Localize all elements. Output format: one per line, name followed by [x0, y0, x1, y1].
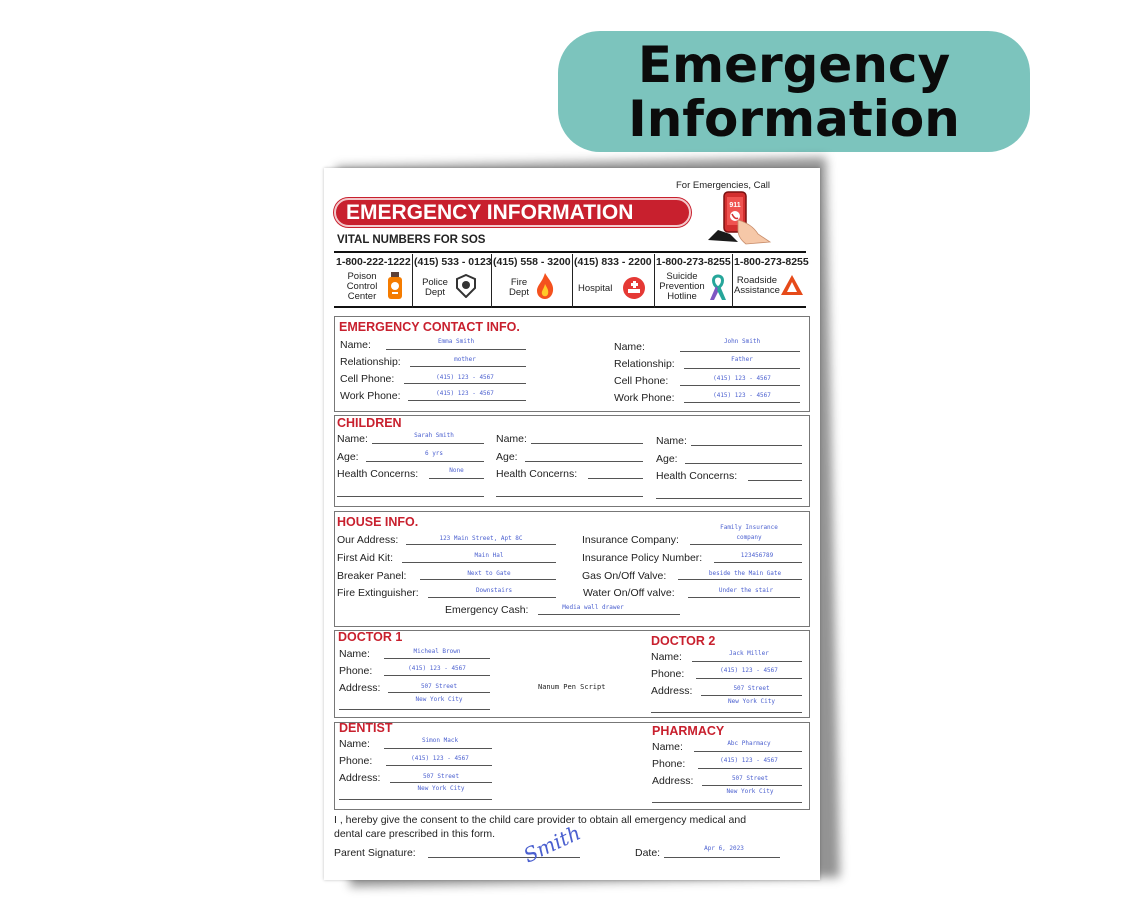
contact2-name-field[interactable]: [680, 351, 800, 352]
signature-field[interactable]: [428, 857, 580, 858]
first-aid-field[interactable]: [402, 562, 556, 563]
sos-number: (415) 558 - 3200: [493, 256, 571, 268]
dentist-name-field[interactable]: [384, 748, 492, 749]
font-note: Nanum Pen Script: [538, 683, 606, 691]
for-emergencies-label: For Emergencies, Call: [676, 180, 770, 191]
child3-health-extra-field[interactable]: [656, 498, 802, 499]
sos-roadside: 1-800-273-8255 Roadside Assistance: [734, 256, 809, 296]
form-title: EMERGENCY INFORMATION: [334, 198, 691, 227]
water-valve-field[interactable]: [688, 597, 800, 598]
dentist-address-field[interactable]: [390, 782, 492, 783]
dentist-address2-field[interactable]: [339, 799, 492, 800]
parent-signature: Smith: [519, 820, 585, 868]
insurance-company-field[interactable]: [690, 544, 802, 545]
emergency-cash-field[interactable]: [538, 614, 680, 615]
dentist-phone-field[interactable]: [386, 765, 492, 766]
emergency-contact-title: EMERGENCY CONTACT INFO.: [339, 320, 520, 334]
contact1-work-field[interactable]: [408, 400, 526, 401]
child2-name-field[interactable]: [531, 443, 643, 444]
child1-age-field[interactable]: [366, 461, 484, 462]
insurance-policy-field[interactable]: [714, 562, 802, 563]
pharmacy-title: PHARMACY: [652, 724, 725, 738]
contact1-name-field[interactable]: [386, 349, 526, 350]
sos-poison: 1-800-222-1222 Poison Control Center: [334, 254, 413, 308]
pharmacy-phone-field[interactable]: [698, 768, 802, 769]
sos-subtitle: VITAL NUMBERS FOR SOS: [337, 234, 486, 246]
child1-name-field[interactable]: [372, 443, 484, 444]
gas-valve-field[interactable]: [678, 579, 802, 580]
contact2-relationship-field[interactable]: [684, 368, 800, 369]
doctor1-title: DOCTOR 1: [338, 630, 403, 644]
child2-age-field[interactable]: [525, 461, 643, 462]
hospital-icon: [622, 276, 646, 300]
fire-icon: [535, 272, 555, 300]
sos-number: 1-800-222-1222: [336, 256, 411, 268]
dentist-pharmacy-section: [334, 722, 810, 810]
doctor2-address2-field[interactable]: [651, 712, 802, 713]
doctor1-name-field[interactable]: [384, 658, 490, 659]
doctor1-address-field[interactable]: [388, 692, 490, 693]
address-field[interactable]: [406, 544, 556, 545]
awareness-ribbon-icon: [708, 274, 728, 302]
pharmacy-address-field[interactable]: [702, 785, 802, 786]
child3-health-field[interactable]: [748, 480, 802, 481]
doctor1-address2-field[interactable]: [339, 709, 490, 710]
house-info-title: HOUSE INFO.: [337, 515, 419, 529]
banner-line2: Information: [628, 89, 960, 148]
date-field[interactable]: [664, 857, 780, 858]
poison-bottle-icon: [386, 272, 404, 300]
badge-911: 911: [729, 202, 741, 209]
form-sheet: For Emergencies, Call EMERGENCY INFORMATION 911 VITAL NUMBERS FOR SOS 1-800-222-1222 Poison Control Center (415) 533 - 0123 Police Dept (415) 558 - 3200 Fire Dept (415) 833 - 2200 Hospital 1-800-273-8255 Suicide Prevention Hotline 1-800-273-8255 Roadside Assistance EMERGENCY CONTACT INFO. Name: Relationship: Cell Phone: Work Phone: Emma Smith mother (415) 123 - 4567 (415) 123 - 4567 Name: Relationship: Cell Phone: Work Phone: John Smith Father (415) 123 - 4567 (415) 123 - 4567 CHILDREN Name: Age: Health Concerns: Sarah Smith 6 yrs None Name: Age: Health Concerns: Name: Age: Health Concerns: HOUSE INFO. Our Address: First Aid Kit: Breaker Panel: Fire Extinguisher: 123 Main Street, Apt 8C Main Hal Next to Gate Downstairs Insurance Company: Insurance Policy Number: Gas On/Off Valve: Water On/Off valve: Family Insurance company 123456789 beside the Main Gate Under the stair Emergency Cash: Media wall drawer DOCTOR 1 Name: Phone: Address: Micheal Brown (415) 123 - 4567 507 Street New York City Nanum Pen Script DOCTOR 2 Name: Phone: Address: Jack Miller (415) 123 - 4567 507 Street New York City DENTIST Name: Phone: Address: Simon Mack (415) 123 - 4567 507 Street New York City PHARMACY Name: Phone: Address: Abc Pharmacy (415) 123 - 4567 507 Street New York City I , hereby give the consent to the child care provider to obtain all emergency medical and dental care prescribed in this form. Parent Signature: Smith Date: Apr 6, 2023: [324, 168, 820, 880]
fire-extinguisher-field[interactable]: [428, 597, 556, 598]
doctor2-title: DOCTOR 2: [651, 634, 716, 648]
contact1-cell-field[interactable]: [404, 383, 526, 384]
police-badge-icon: [454, 274, 478, 298]
doctor2-phone-field[interactable]: [696, 678, 802, 679]
doctor2-name-field[interactable]: [692, 661, 802, 662]
sos-number: (415) 833 - 2200: [574, 256, 652, 268]
doctor1-phone-field[interactable]: [384, 675, 490, 676]
sos-suicide: 1-800-273-8255 Suicide Prevention Hotline: [654, 254, 733, 308]
child3-name-field[interactable]: [691, 445, 802, 446]
pharmacy-name-field[interactable]: [694, 751, 802, 752]
sos-top-rule: [334, 251, 806, 253]
contact2-cell-field[interactable]: [680, 385, 800, 386]
child2-health-field[interactable]: [588, 478, 643, 479]
sos-police: (415) 533 - 0123 Police Dept: [412, 254, 492, 308]
contact2-work-field[interactable]: [684, 402, 800, 403]
sos-number: 1-800-273-8255: [734, 256, 809, 268]
dentist-title: DENTIST: [339, 721, 393, 735]
doctor2-address-field[interactable]: [701, 695, 802, 696]
banner-line1: Emergency: [637, 35, 951, 94]
consent-text: I , hereby give the consent to the child care provider to obtain all emergency medical and dental care prescribed in this form.: [334, 814, 747, 840]
contact1-relationship-field[interactable]: [410, 366, 526, 367]
child1-health-field[interactable]: [429, 478, 484, 479]
product-banner: [558, 31, 1030, 152]
sos-fire: (415) 558 - 3200 Fire Dept: [491, 254, 573, 308]
child1-health-extra-field[interactable]: [337, 496, 484, 497]
breaker-panel-field[interactable]: [420, 579, 556, 580]
sos-number: (415) 533 - 0123: [414, 256, 492, 268]
child3-age-field[interactable]: [685, 463, 802, 464]
warning-triangle-icon: [780, 274, 804, 296]
sos-hospital: (415) 833 - 2200 Hospital: [572, 254, 655, 308]
child2-health-extra-field[interactable]: [496, 496, 643, 497]
sos-number: 1-800-273-8255: [656, 256, 731, 268]
children-title: CHILDREN: [337, 416, 402, 430]
phone-hand-icon: [708, 190, 772, 246]
pharmacy-address2-field[interactable]: [652, 802, 802, 803]
